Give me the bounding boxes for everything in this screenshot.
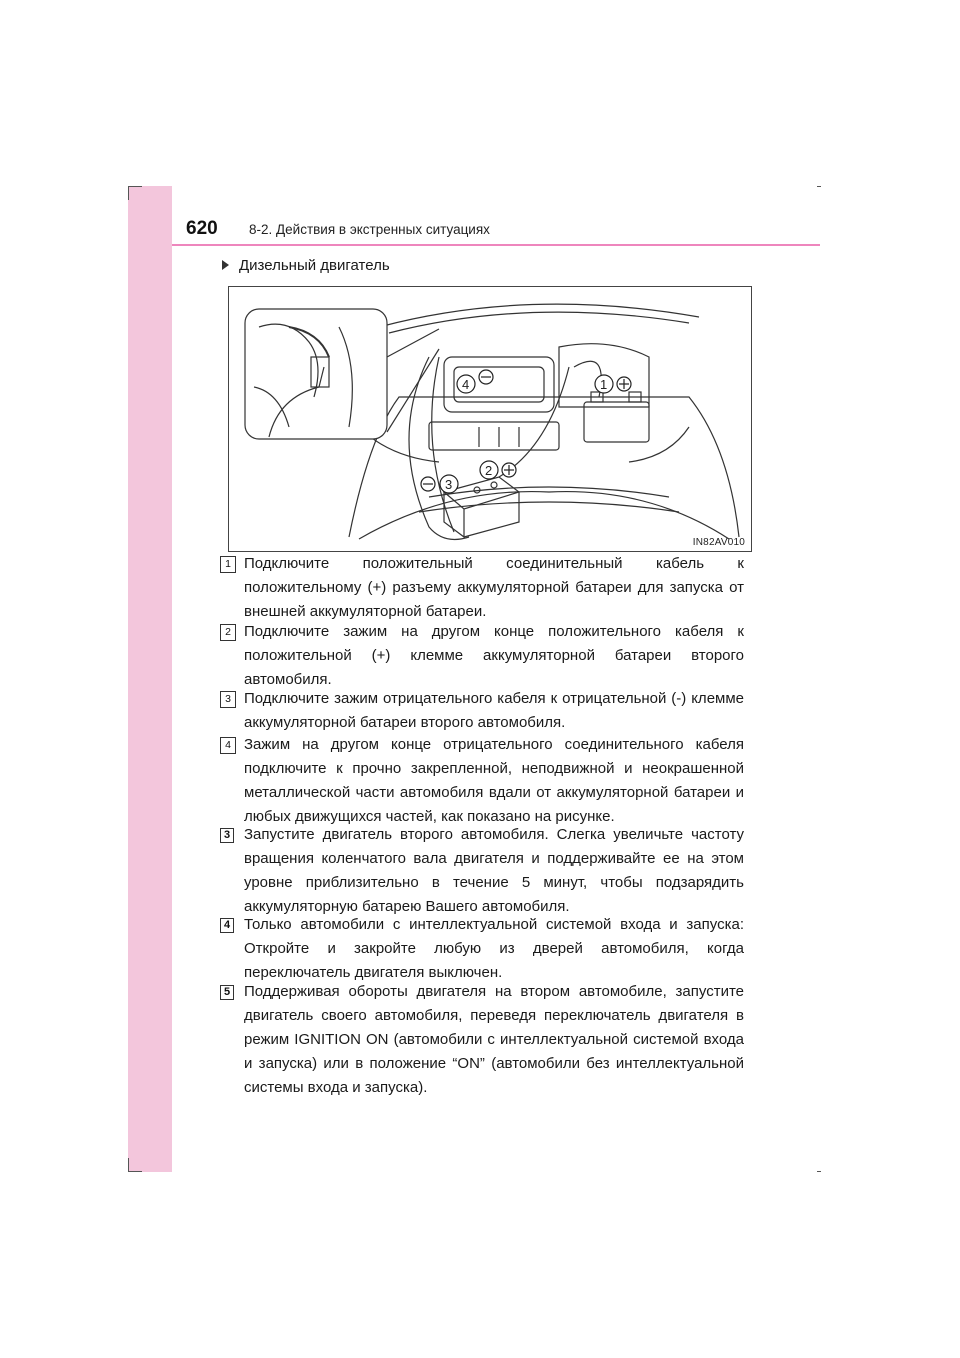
crop-mark-top-right [817,186,821,187]
step-marker-3: 3 [220,828,234,843]
substep-marker-3: 3 [220,691,236,708]
subheading [222,257,390,274]
step-marker-5: 5 [220,985,234,1000]
callout-2-label: 2 [485,463,493,478]
section-title: 8-2. Действия в экстренных ситуациях [249,222,490,237]
substep-2-text: Подключите зажим на другом конце положительного кабеля к положительной (+) клемме аккумуляторной батареи второго автомобиля. [244,623,744,688]
figure-code: IN82AV010 [692,537,745,548]
step-4-text: Только автомобили с интеллектуальной системой входа и запуска: Откройте и закройте любую из дверей автомобиля, когда переключатель двигателя выключен. [244,916,744,981]
crop-mark-top-left-v [128,186,129,200]
page-number: 620 [186,218,218,239]
substep-3-text: Подключите зажим отрицательного кабеля к отрицательной (-) клемме аккумуляторной батареи второго автомобиля. [244,690,744,731]
crop-mark-bottom-right [817,1171,821,1172]
substep-marker-2: 2 [220,624,236,641]
substep-marker-4: 4 [220,737,236,754]
engine-bay-figure [228,286,752,552]
crop-mark-bottom-left-h [128,1171,142,1172]
substep-marker-1: 1 [220,556,236,573]
crop-mark-bottom-left [128,1158,129,1172]
step-3-text: Запустите двигатель второго автомобиля. Слегка увеличьте частоту вращения коленчатого вала двигателя и поддерживайте ее на этом уровне приблизительно в течение 5 минут, чтобы подзарядить аккумуляторную батарею Вашего автомобиля. [244,826,744,915]
callout-3-label: 3 [445,477,453,492]
subheading-text: Дизельный двигатель [239,257,390,274]
engine-bay-illustration [229,287,751,551]
chapter-side-band [128,186,172,1172]
callout-4-label: 4 [462,377,470,392]
substep-1-text: Подключите положительный соединительный кабель к положительному (+) разъему аккумуляторной батареи для запуска от внешней аккумуляторной батареи. [244,555,744,620]
crop-mark-top-left [128,186,142,187]
step-5-text: Поддерживая обороты двигателя на втором автомобиле, запустите двигатель своего автомобиля, переведя переключатель двигателя в режим IGNITION ON (автомобили с интеллектуальной системой входа и запуска) или в положение “ON” (автомобили без интеллектуальной системы входа и запуска). [244,983,744,1096]
step-marker-4: 4 [220,918,234,933]
triangle-bullet-icon [222,260,229,270]
header-rule [172,244,820,246]
substep-4-text: Зажим на другом конце отрицательного соединительного кабеля подключите к прочно закрепленной, неподвижной и неокрашенной металлической части автомобиля вдали от аккумуляторной батареи и любых движущихся частей, как показано на рисунке. [244,736,744,825]
callout-1-label: 1 [600,377,608,392]
